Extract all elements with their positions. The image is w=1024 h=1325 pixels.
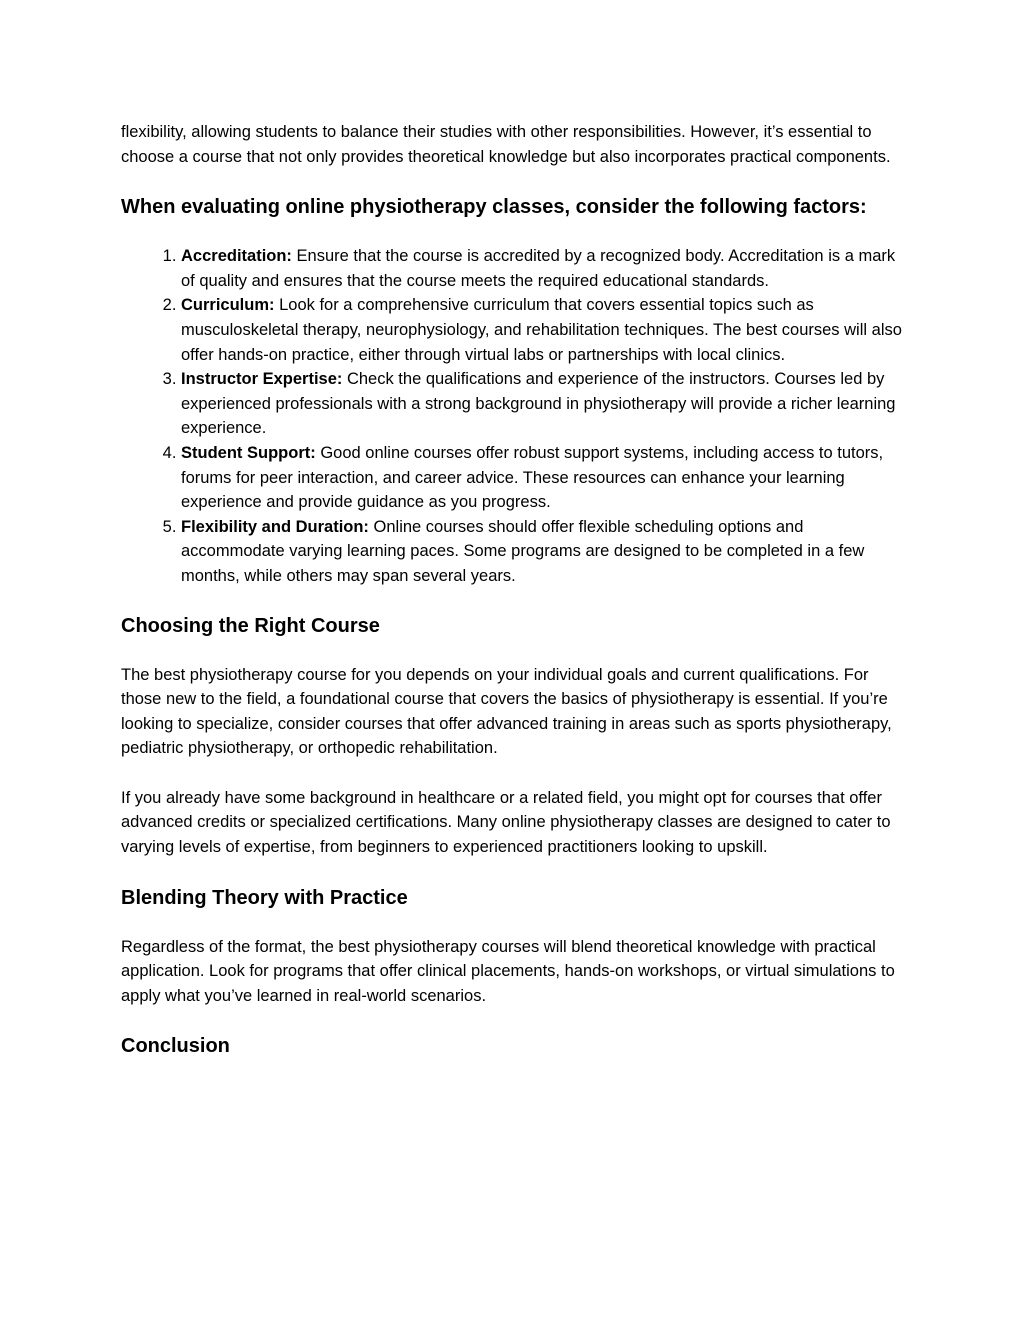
list-item-term: Student Support: bbox=[181, 443, 316, 462]
list-item-text: Look for a comprehensive curriculum that covers essential topics such as musculoskeletal therapy, neurophysiology, and rehabilitation techniques. The best courses will also offer hands-on practice, either through virtual labs or partnerships with local clinics. bbox=[181, 296, 902, 364]
list-item-text: Good online courses offer robust support systems, including access to tutors, forums for peer interaction, and career advice. These resources can enhance your learning experience and provide guidance as you progress. bbox=[181, 443, 884, 512]
conclusion-heading: Conclusion bbox=[121, 1035, 230, 1058]
list-item-text: Ensure that the course is accredited by a recognized body. Accreditation is a mark of quality and ensures that the course meets the required educational standards. bbox=[181, 247, 896, 290]
list-item-term: Instructor Expertise: bbox=[181, 370, 343, 389]
list-item-text: Online courses should offer flexible scheduling options and accommodate varying learning paces. Some programs are designed to be completed in a few months, while others may span several years. bbox=[181, 517, 865, 585]
blending-paragraph: Regardless of the format, the best physiotherapy courses will blend theoretical knowledge with practical application. Look for programs that offer clinical placements, hands-on workshops, or virtual simulations to apply what you’ve learned in real-world scenarios. bbox=[121, 937, 895, 1005]
list-item bbox=[181, 293, 911, 367]
list-item bbox=[181, 441, 911, 515]
list-item bbox=[181, 515, 911, 589]
blending-heading: Blending Theory with Practice bbox=[121, 886, 408, 909]
choosing-heading: Choosing the Right Course bbox=[121, 614, 380, 637]
list-item bbox=[181, 367, 911, 441]
factors-heading: When evaluating online physiotherapy classes, consider the following factors: bbox=[121, 196, 867, 219]
factors-list bbox=[121, 244, 911, 588]
list-item-text: Check the qualifications and experience of the instructors. Courses led by experienced professionals with a strong background in physiotherapy will provide a richer learning experience. bbox=[181, 370, 896, 438]
list-item-term: Accreditation: bbox=[181, 247, 292, 266]
list-item bbox=[181, 244, 911, 293]
intro-paragraph: flexibility, allowing students to balance their studies with other responsibilities. However, it’s essential to choose a course that not only provides theoretical knowledge but also incorporates practical components. bbox=[121, 123, 891, 166]
list-item-term: Curriculum: bbox=[181, 296, 275, 315]
list-item-term: Flexibility and Duration: bbox=[181, 517, 369, 536]
choosing-paragraph: The best physiotherapy course for you depends on your individual goals and current qualifications. For those new to the field, a foundational course that covers the basics of physiotherapy is essential. If you’re looking to specialize, consider courses that offer advanced training in areas such as sports physiotherapy, pediatric physiotherapy, or orthopedic rehabilitation. bbox=[121, 665, 892, 758]
page-content bbox=[121, 120, 911, 1083]
choosing-paragraph: If you already have some background in healthcare or a related field, you might opt for courses that offer advanced credits or specialized certifications. Many online physiotherapy classes are designed to cater to varying levels of expertise, from beginners to experienced practitioners looking to upskill. bbox=[121, 788, 891, 857]
